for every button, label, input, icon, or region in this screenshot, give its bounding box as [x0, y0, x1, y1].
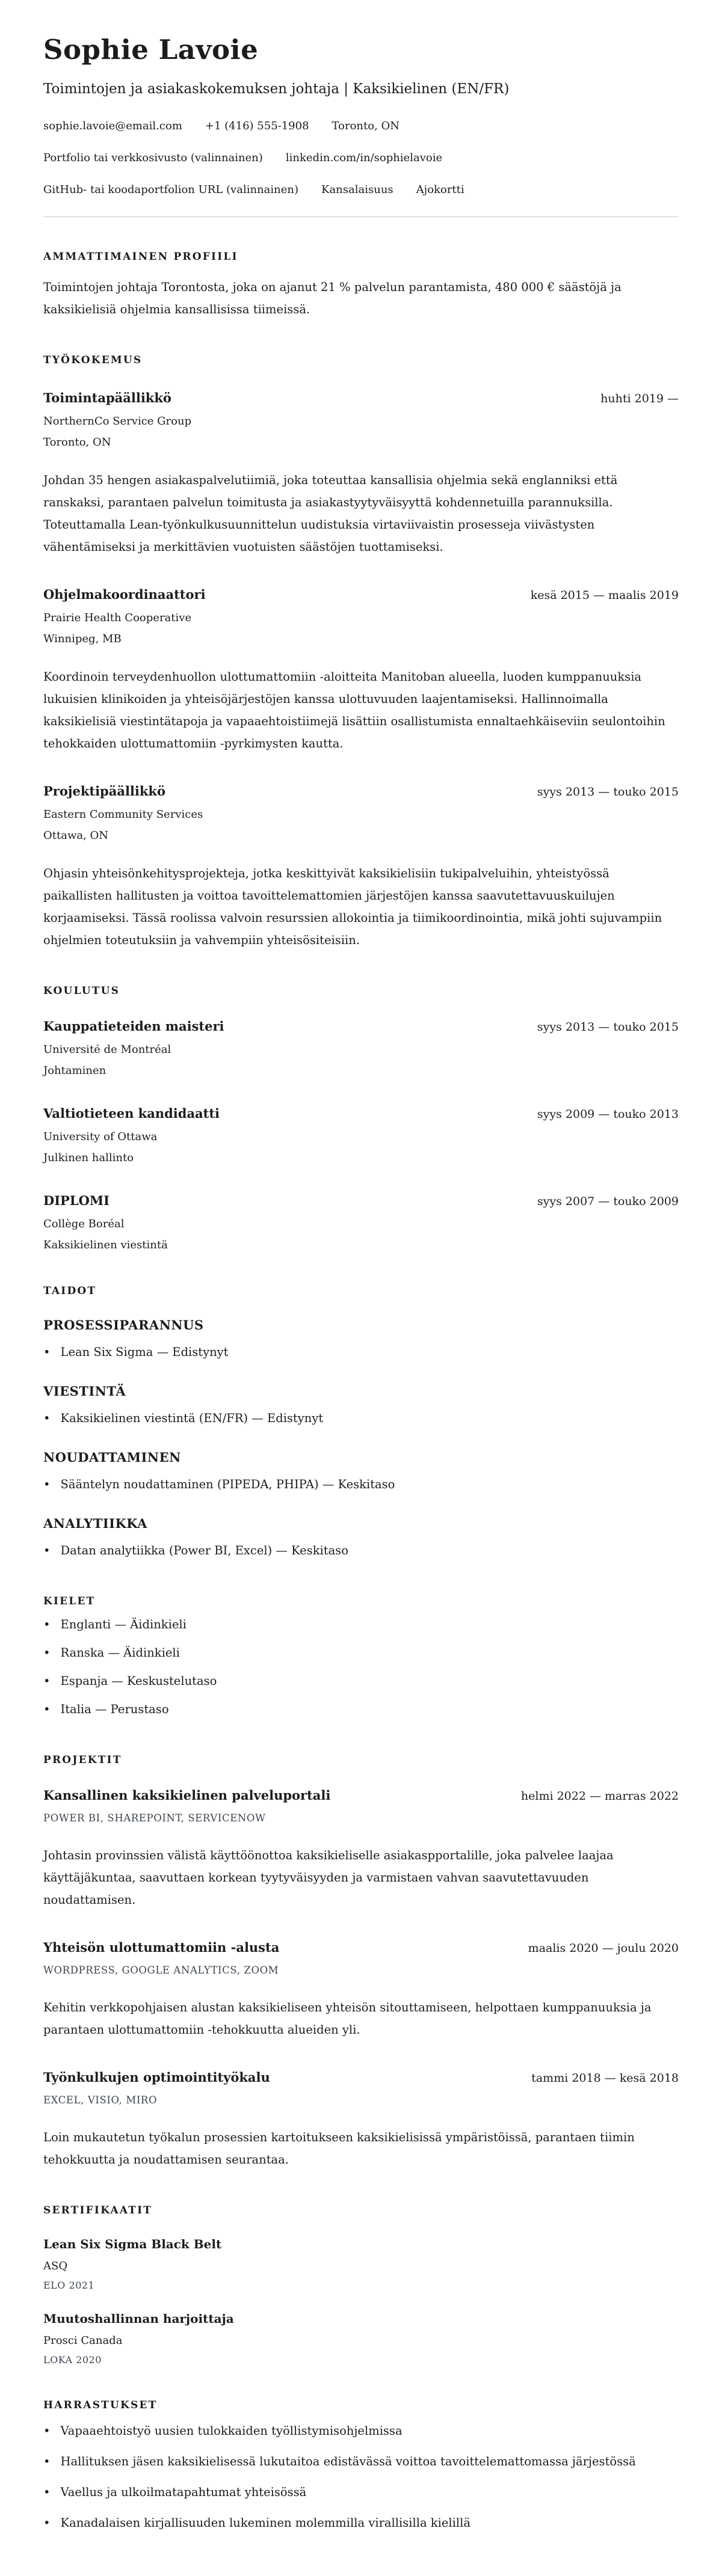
project-name: Yhteisön ulottumattomiin -alusta — [43, 1939, 280, 1955]
education-dates: syys 2013 — touko 2015 — [537, 1020, 679, 1034]
job-dates: syys 2013 — touko 2015 — [537, 785, 679, 799]
skill-list — [43, 1539, 679, 1562]
certification-date: ELO 2021 — [43, 2279, 95, 2291]
job-dates: huhti 2019 — — [600, 391, 679, 405]
skills-heading: TAIDOT — [43, 1284, 97, 1297]
github-text: GitHub- tai koodaportfolion URL (valinnainen) — [43, 183, 298, 196]
certification-issuer: ASQ — [43, 2259, 68, 2272]
education-title-row — [43, 1106, 679, 1121]
profile-heading: AMMATTIMAINEN PROFIILI — [43, 250, 238, 263]
section-certifications — [43, 2204, 679, 2366]
certification-date: LOKA 2020 — [43, 2354, 102, 2366]
person-name: Sophie Lavoie — [43, 34, 259, 66]
education-degree: DIPLOMI — [43, 1192, 110, 1208]
phone-text: +1 (416) 555-1908 — [205, 119, 309, 132]
job-title-row — [43, 784, 679, 799]
certification-name: Muutoshallinnan harjoittaja — [43, 2311, 234, 2326]
profile-text: Toimintojen johtaja Torontosta, joka on ajanut 21 % palvelun parantamista, 480 000 € säästöjä ja kaksikielisiä ohjelmia kansallisissa tiimeissä. — [43, 280, 622, 316]
skill-category-name: NOUDATTAMINEN — [43, 1449, 181, 1465]
education-field: Johtaminen — [43, 1064, 106, 1077]
job-description: Koordinoin terveydenhuollon ulottumattomiin -aloitteita Manitoban alueella, luoden kumppanuuksia lukuisien klinikoiden ja yhteisöjärjestöjen kanssa ulottuvuuden laajentamiseksi. Hallinnoimalla kaksikielisiä viestintätapoja ja vapaaehtoistiimejä lisättiin osallistumista ennaltaehkäiseviin seulontoihin tehokkaiden ulottumattomiin -pyrkimysten kautta. — [43, 669, 665, 750]
certification-name: Lean Six Sigma Black Belt — [43, 2236, 222, 2251]
job-company: Prairie Health Cooperative — [43, 611, 192, 624]
citizenship-text: Kansalaisuus — [321, 183, 393, 196]
job-entry — [43, 784, 679, 951]
section-projects — [43, 1754, 679, 2171]
job-company: Eastern Community Services — [43, 808, 203, 821]
job-title-row — [43, 587, 679, 602]
education-dates: syys 2009 — touko 2013 — [537, 1107, 679, 1121]
section-experience — [43, 354, 679, 951]
education-heading: KOULUTUS — [43, 984, 120, 997]
contact-info — [43, 118, 679, 198]
project-stack: POWER BI, SHAREPOINT, SERVICENOW — [43, 1812, 266, 1824]
section-profile — [43, 251, 679, 320]
project-dates: tammi 2018 — kesä 2018 — [531, 2071, 679, 2085]
contact-row-2 — [43, 150, 679, 167]
education-school: Université de Montréal — [43, 1043, 171, 1056]
project-name: Kansallinen kaksikielinen palveluportali — [43, 1787, 331, 1803]
education-dates: syys 2007 — touko 2009 — [537, 1194, 679, 1208]
project-title-row — [43, 1788, 679, 1803]
job-title: Toimintapäällikkö — [43, 390, 171, 405]
job-entry — [43, 587, 679, 755]
resume-header — [43, 34, 679, 217]
language-item: • Italia — Perustaso — [43, 1698, 679, 1720]
project-dates: helmi 2022 — marras 2022 — [520, 1789, 679, 1803]
contact-row-3 — [43, 182, 679, 198]
job-location: Toronto, ON — [43, 435, 111, 449]
header-divider — [43, 216, 679, 217]
project-entry — [43, 1788, 679, 1911]
project-name: Työnkulkujen optimointityökalu — [43, 2069, 270, 2085]
project-description: Johtasin provinssien välistä käyttöönottoa kaksikieliselle asiakaspportalille, joka palvelee laajaa käyttäjäkuntaa, saavuttaen korkean tyytyväisyyden ja varmistaen vahvan saavutettavuuden noudattamisen. — [43, 1848, 614, 1907]
skill-category — [43, 1384, 679, 1429]
hobbies-heading: HARRASTUKSET — [43, 2399, 158, 2411]
skill-category — [43, 1317, 679, 1363]
education-title-row — [43, 1019, 679, 1034]
project-description: Loin mukautetun työkalun prosessien kartoitukseen kaksikielisissä ympäristöissä, parantaen tiimin tehokkuutta ja noudattamisen seurantaa. — [43, 2130, 635, 2167]
education-entry — [43, 1193, 679, 1251]
education-field: Julkinen hallinto — [43, 1151, 134, 1164]
education-field: Kaksikielinen viestintä — [43, 1238, 168, 1251]
hobby-item: • Vapaaehtoistyö uusien tulokkaiden työllistymisohjelmissa — [43, 2420, 679, 2442]
skill-category-name: ANALYTIIKKA — [43, 1515, 147, 1531]
skill-item: • Sääntelyn noudattaminen (PIPEDA, PHIPA) — Keskitaso — [43, 1473, 679, 1495]
language-item: • Ranska — Äidinkieli — [43, 1642, 679, 1664]
education-degree: Valtiotieteen kandidaatti — [43, 1105, 220, 1121]
certification-entry — [43, 2237, 679, 2291]
portfolio-text: Portfolio tai verkkosivusto (valinnainen) — [43, 151, 263, 164]
job-dates: kesä 2015 — maalis 2019 — [530, 588, 679, 602]
skill-list — [43, 1407, 679, 1429]
project-title-row — [43, 2070, 679, 2085]
languages-heading: KIELET — [43, 1595, 96, 1607]
job-entry — [43, 390, 679, 558]
projects-heading: PROJEKTIT — [43, 1753, 122, 1766]
skill-category-name: PROSESSIPARANNUS — [43, 1317, 204, 1332]
job-description: Johdan 35 hengen asiakaspalvelutiimiä, joka toteuttaa kansallisia ohjelmia sekä englanniksi että ranskaksi, parantaen palvelun toimitusta ja asiakastyytyväisyyttä kohdennetuilla parannuksilla. Toteuttamalla Lean-työnkulkusuunnittelun uudistuksia virtaviivaistin prosesseja viivästysten vähentämiseksi ja merkittävien vuotuisten säästöjen tuottamiseksi. — [43, 473, 618, 554]
project-title-row — [43, 1940, 679, 1955]
education-degree: Kauppatieteiden maisteri — [43, 1018, 224, 1034]
education-school: University of Ottawa — [43, 1130, 158, 1143]
skill-item: • Kaksikielinen viestintä (EN/FR) — Edistynyt — [43, 1407, 679, 1429]
language-item: • Espanja — Keskustelutaso — [43, 1670, 679, 1692]
project-description: Kehitin verkkopohjaisen alustan kaksikieliseen yhteisön sitouttamiseen, helpottaen kumppanuuksia ja parantaen ulottumattomiin -tehokkuutta alueiden yli. — [43, 2000, 652, 2037]
education-title-row — [43, 1193, 679, 1208]
job-title-row — [43, 390, 679, 405]
license-text: Ajokortti — [416, 183, 464, 196]
experience-heading: TYÖKOKEMUS — [43, 354, 143, 366]
job-company: NorthernCo Service Group — [43, 414, 192, 428]
language-list — [43, 1613, 679, 1720]
skill-item: • Datan analytiikka (Power BI, Excel) — Keskitaso — [43, 1539, 679, 1562]
certifications-heading: SERTIFIKAATIT — [43, 2204, 153, 2216]
certification-issuer: Prosci Canada — [43, 2334, 123, 2347]
section-hobbies — [43, 2399, 679, 2534]
location-text: Toronto, ON — [332, 119, 400, 132]
language-item: • Englanti — Äidinkieli — [43, 1613, 679, 1636]
skill-category — [43, 1450, 679, 1495]
skill-category-name: VIESTINTÄ — [43, 1383, 126, 1399]
section-education — [43, 985, 679, 1251]
education-school: Collège Boréal — [43, 1217, 125, 1230]
email-text: sophie.lavoie@email.com — [43, 119, 182, 132]
hobby-item: • Vaellus ja ulkoilmatapahtumat yhteisössä — [43, 2481, 679, 2503]
person-title: Toimintojen ja asiakaskokemuksen johtaja | Kaksikielinen (EN/FR) — [43, 81, 510, 97]
section-languages — [43, 1595, 679, 1720]
job-description: Ohjasin yhteisönkehitysprojekteja, jotka keskittyivät kaksikielisiin tukipalveluihin, yhteistyössä paikallisten hallitusten ja voittoa tavoittelemattomien järjestöjen kanssa saavutettavuuskuilujen korjaamiseksi. Tässä roolissa valvoin resurssien allokointia ja tiimikoordinointia, mikä johti sujuvampiin ohjelmien toteutuksiin ja vahvempiin yhteisösiteisiin. — [43, 866, 662, 947]
project-stack: WORDPRESS, GOOGLE ANALYTICS, ZOOM — [43, 1964, 279, 1976]
linkedin-text: linkedin.com/in/sophielavoie — [285, 151, 443, 164]
project-stack: EXCEL, VISIO, MIRO — [43, 2094, 158, 2106]
hobby-list — [43, 2420, 679, 2534]
job-location: Winnipeg, MB — [43, 632, 122, 645]
skill-category — [43, 1516, 679, 1562]
job-location: Ottawa, ON — [43, 829, 109, 842]
hobby-item: • Kanadalaisen kirjallisuuden lukeminen molemmilla virallisilla kielillä — [43, 2512, 679, 2534]
project-entry — [43, 2070, 679, 2171]
skill-list — [43, 1473, 679, 1495]
resume-document — [43, 34, 679, 2534]
job-title: Ohjelmakoordinaattori — [43, 586, 206, 602]
education-entry — [43, 1019, 679, 1077]
project-dates: maalis 2020 — joulu 2020 — [528, 1941, 679, 1955]
job-title: Projektipäällikkö — [43, 783, 165, 799]
education-entry — [43, 1106, 679, 1164]
hobby-item: • Hallituksen jäsen kaksikielisessä lukutaitoa edistävässä voittoa tavoittelemattomassa järjestössä — [43, 2450, 679, 2473]
certification-entry — [43, 2311, 679, 2366]
skill-item: • Lean Six Sigma — Edistynyt — [43, 1341, 679, 1363]
project-entry — [43, 1940, 679, 2041]
skill-list — [43, 1341, 679, 1363]
section-skills — [43, 1285, 679, 1562]
contact-row-1 — [43, 118, 679, 135]
